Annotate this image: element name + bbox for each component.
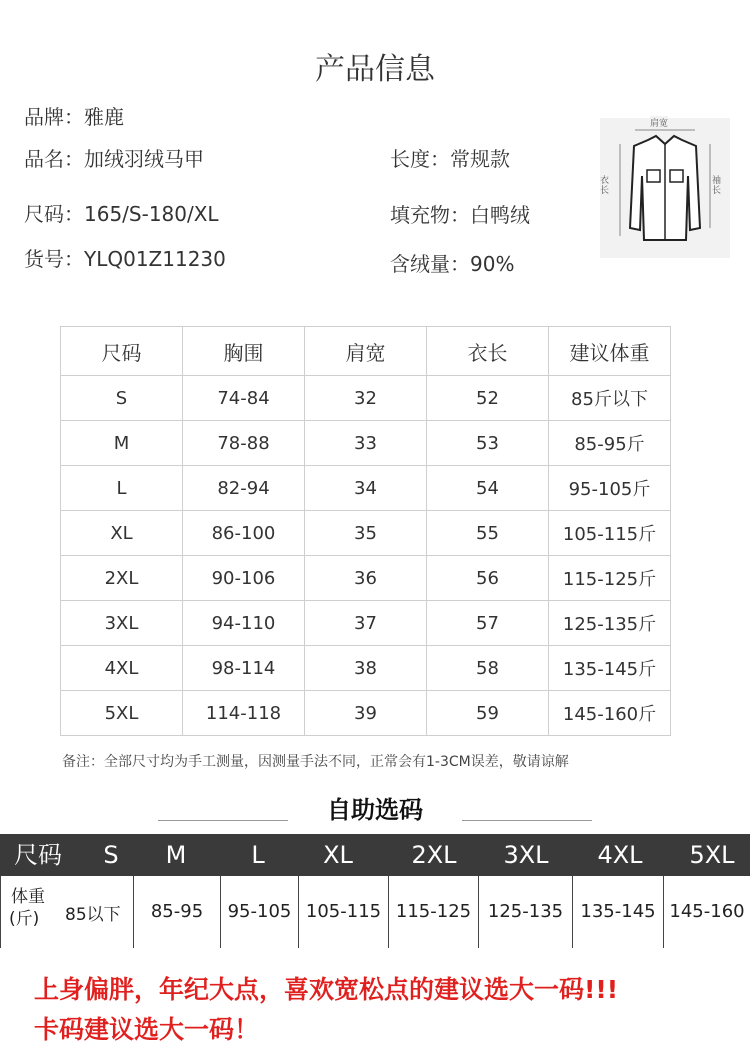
weight-value: 85-95 [134,876,221,948]
table-cell: 86-100 [183,511,305,556]
table-cell: 33 [305,421,427,466]
table-cell: 38 [305,646,427,691]
brand-info: 品牌：雅鹿 [24,105,124,129]
table-cell: 37 [305,601,427,646]
weight-unit-label: (斤) [9,909,40,929]
filling-info: 填充物：白鸭绒 [390,203,530,227]
table-row [61,646,671,691]
size-option: 4XL [597,841,643,869]
weight-value: 125-135 [479,876,573,948]
sku-info: 货号：YLQ01Z11230 [24,247,226,271]
weight-value: 105-115 [299,876,389,948]
jacket-icon [600,118,730,258]
table-cell: 59 [427,691,549,736]
table-cell: 82-94 [183,466,305,511]
table-cell: 94-110 [183,601,305,646]
table-cell: 36 [305,556,427,601]
table-row [61,376,671,421]
table-cell: 53 [427,421,549,466]
measurement-note: 备注：全部尺寸均为手工测量，因测量手法不同，正常会有1-3CM误差，敬请谅解 [62,754,569,770]
product-name-info: 品名：加绒羽绒马甲 [24,147,204,171]
table-cell: 39 [305,691,427,736]
size-option: S [103,841,119,869]
table-cell: L [61,466,183,511]
size-range-info: 尺码：165/S-180/XL [24,202,219,226]
weight-value: 145-160 [669,901,745,922]
header-length: 衣长 [427,327,549,376]
table-cell: 95-105斤 [549,466,671,511]
table-cell: 90-106 [183,556,305,601]
self-select-title: 自助选码 [327,796,423,824]
table-cell: 85-95斤 [549,421,671,466]
body-length-label: 衣长 [600,176,612,196]
table-cell: 78-88 [183,421,305,466]
size-option: M [165,841,187,869]
size-option: 2XL [411,841,457,869]
measurement-diagram [600,118,730,258]
table-cell: S [61,376,183,421]
advice-line-2: 卡码建议选大一码！ [34,1015,260,1044]
size-bar-label: 尺码 [14,841,62,869]
weight-value: 115-125 [389,876,479,948]
table-cell: 2XL [61,556,183,601]
size-option: L [251,841,265,869]
header-size: 尺码 [61,327,183,376]
table-cell: 74-84 [183,376,305,421]
weight-value: 85以下 [65,905,121,925]
table-cell: 3XL [61,601,183,646]
table-cell: 5XL [61,691,183,736]
table-row [61,556,671,601]
table-cell: 145-160斤 [549,691,671,736]
table-row [61,691,671,736]
length-info: 长度：常规款 [390,147,510,171]
title-rule-right [462,820,592,821]
table-cell: 58 [427,646,549,691]
table-cell: 114-118 [183,691,305,736]
table-cell: 85斤以下 [549,376,671,421]
table-cell: 115-125斤 [549,556,671,601]
size-table-header [61,327,671,376]
weight-first-cell [0,876,134,948]
table-cell: XL [61,511,183,556]
table-cell: M [61,421,183,466]
size-option: XL [323,841,353,869]
size-option: 3XL [503,841,549,869]
table-cell: 32 [305,376,427,421]
table-cell: 4XL [61,646,183,691]
weight-label: 体重 [11,887,45,907]
table-cell: 135-145斤 [549,646,671,691]
table-cell: 35 [305,511,427,556]
sleeve-label: 袖长 [712,176,724,196]
page-title: 产品信息 [315,52,435,87]
weight-value: 95-105 [221,876,299,948]
size-table [60,326,671,736]
table-cell: 54 [427,466,549,511]
table-row [61,421,671,466]
table-cell: 98-114 [183,646,305,691]
size-option: 5XL [689,841,735,869]
table-row [61,511,671,556]
header-shoulder: 肩宽 [305,327,427,376]
header-weight: 建议体重 [549,327,671,376]
advice-line-1: 上身偏胖，年纪大点，喜欢宽松点的建议选大一码!!! [34,975,619,1004]
table-cell: 52 [427,376,549,421]
table-cell: 57 [427,601,549,646]
weight-selection-row [0,876,750,948]
down-content-info: 含绒量：90% [390,252,515,276]
table-cell: 105-115斤 [549,511,671,556]
table-row [61,601,671,646]
table-cell: 56 [427,556,549,601]
table-cell: 34 [305,466,427,511]
weight-value: 135-145 [573,876,664,948]
table-cell: 55 [427,511,549,556]
size-selection-bar [0,834,750,876]
header-chest: 胸围 [183,327,305,376]
shoulder-label: 肩宽 [650,116,668,129]
table-cell: 125-135斤 [549,601,671,646]
table-row [61,466,671,511]
